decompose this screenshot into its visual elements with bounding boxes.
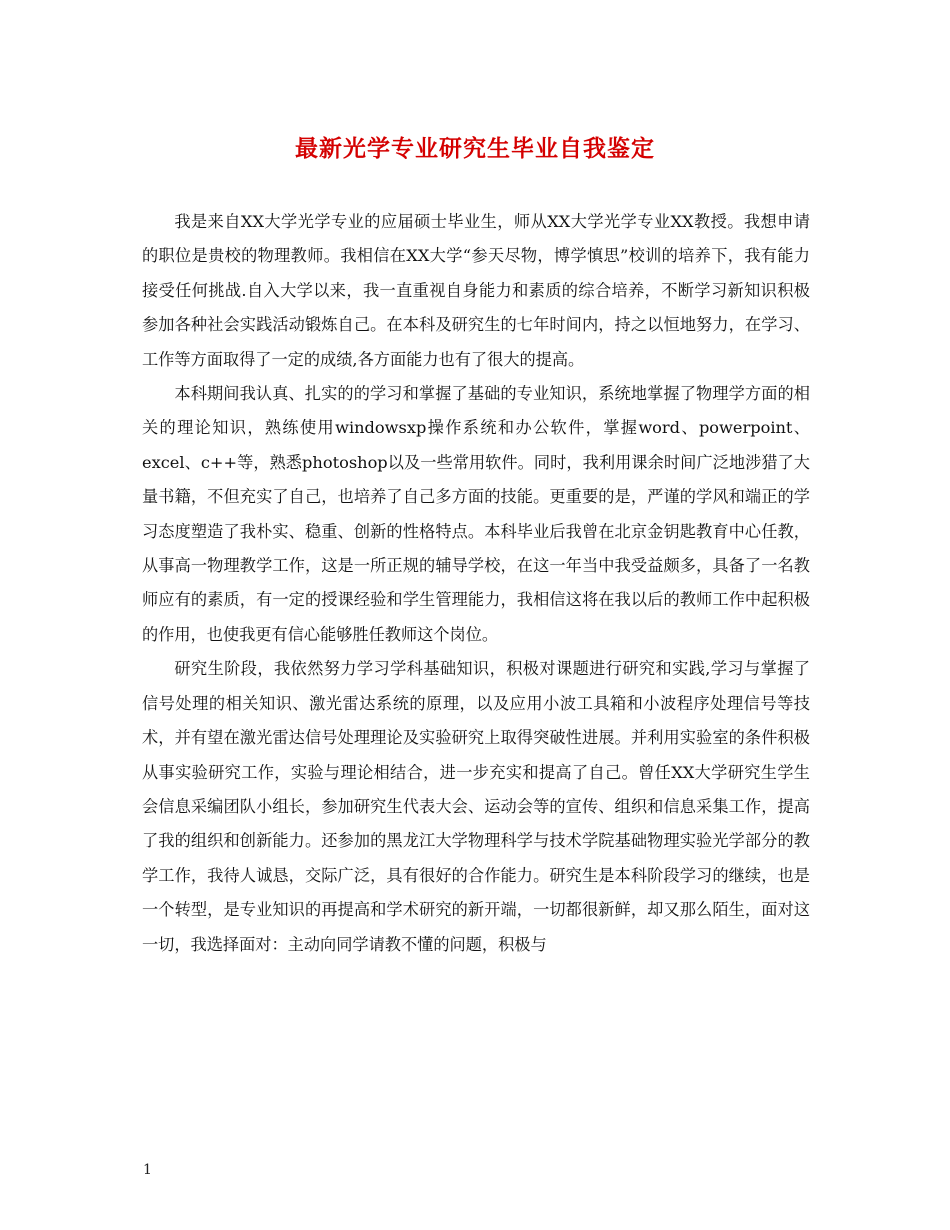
document-body (142, 205, 810, 962)
paragraph-3: 研究生阶段，我依然努力学习学科基础知识，积极对课题进行研究和实践,学习与掌握了信号处理的相关知识、激光雷达系统的原理，以及应用小波工具箱和小波程序处理信号等技术，并有望在激光雷达信号处理理论及实验研究上取得突破性进展。并利用实验室的条件积极从事实验研究工作，实验与理论相结合，进一步充实和提高了自己。曾任XX大学研究生学生会信息采编团队小组长，参加研究生代表大会、运动会等的宣传、组织和信息采集工作，提高了我的组织和创新能力。还参加的黑龙江大学物理科学与技术学院基础物理实验光学部分的教学工作，我待人诚恳，交际广泛，具有很好的合作能力。研究生是本科阶段学习的继续，也是一个转型，是专业知识的再提高和学术研究的新开端，一切都很新鲜，却又那么陌生，面对这一切，我选择面对：主动向同学请教不懂的问题，积极与 (142, 659, 810, 954)
paragraph-1: 我是来自XX大学光学专业的应届硕士毕业生，师从XX大学光学专业XX教授。我想申请的职位是贵校的物理教师。我相信在XX大学“参天尽物，博学慎思”校训的培养下，我有能力接受任何挑战.自入大学以来，我一直重视自身能力和素质的综合培养，不断学习新知识积极参加各种社会实践活动锻炼自己。在本科及研究生的七年时间内，持之以恒地努力，在学习、工作等方面取得了一定的成绩,各方面能力也有了很大的提高。 (142, 212, 810, 369)
document-title: 最新光学专业研究生毕业自我鉴定 (295, 136, 655, 162)
page-number: 1 (143, 1162, 152, 1178)
paragraph-2: 本科期间我认真、扎实的的学习和掌握了基础的专业知识，系统地掌握了物理学方面的相关的理论知识，熟练使用windowsxp操作系统和办公软件，掌握word、powerpoint、excel、c++等，熟悉photoshop以及一些常用软件。同时，我利用课余时间广泛地涉猎了大量书籍，不但充实了自己，也培养了自己多方面的技能。更重要的是，严谨的学风和端正的学习态度塑造了我朴实、稳重、创新的性格特点。本科毕业后我曾在北京金钥匙教育中心任教，从事高一物理教学工作，这是一所正规的辅导学校，在这一年当中我受益颇多，具备了一名教师应有的素质，有一定的授课经验和学生管理能力，我相信这将在我以后的教师工作中起积极的作用，也使我更有信心能够胜任教师这个岗位。 (142, 384, 810, 644)
